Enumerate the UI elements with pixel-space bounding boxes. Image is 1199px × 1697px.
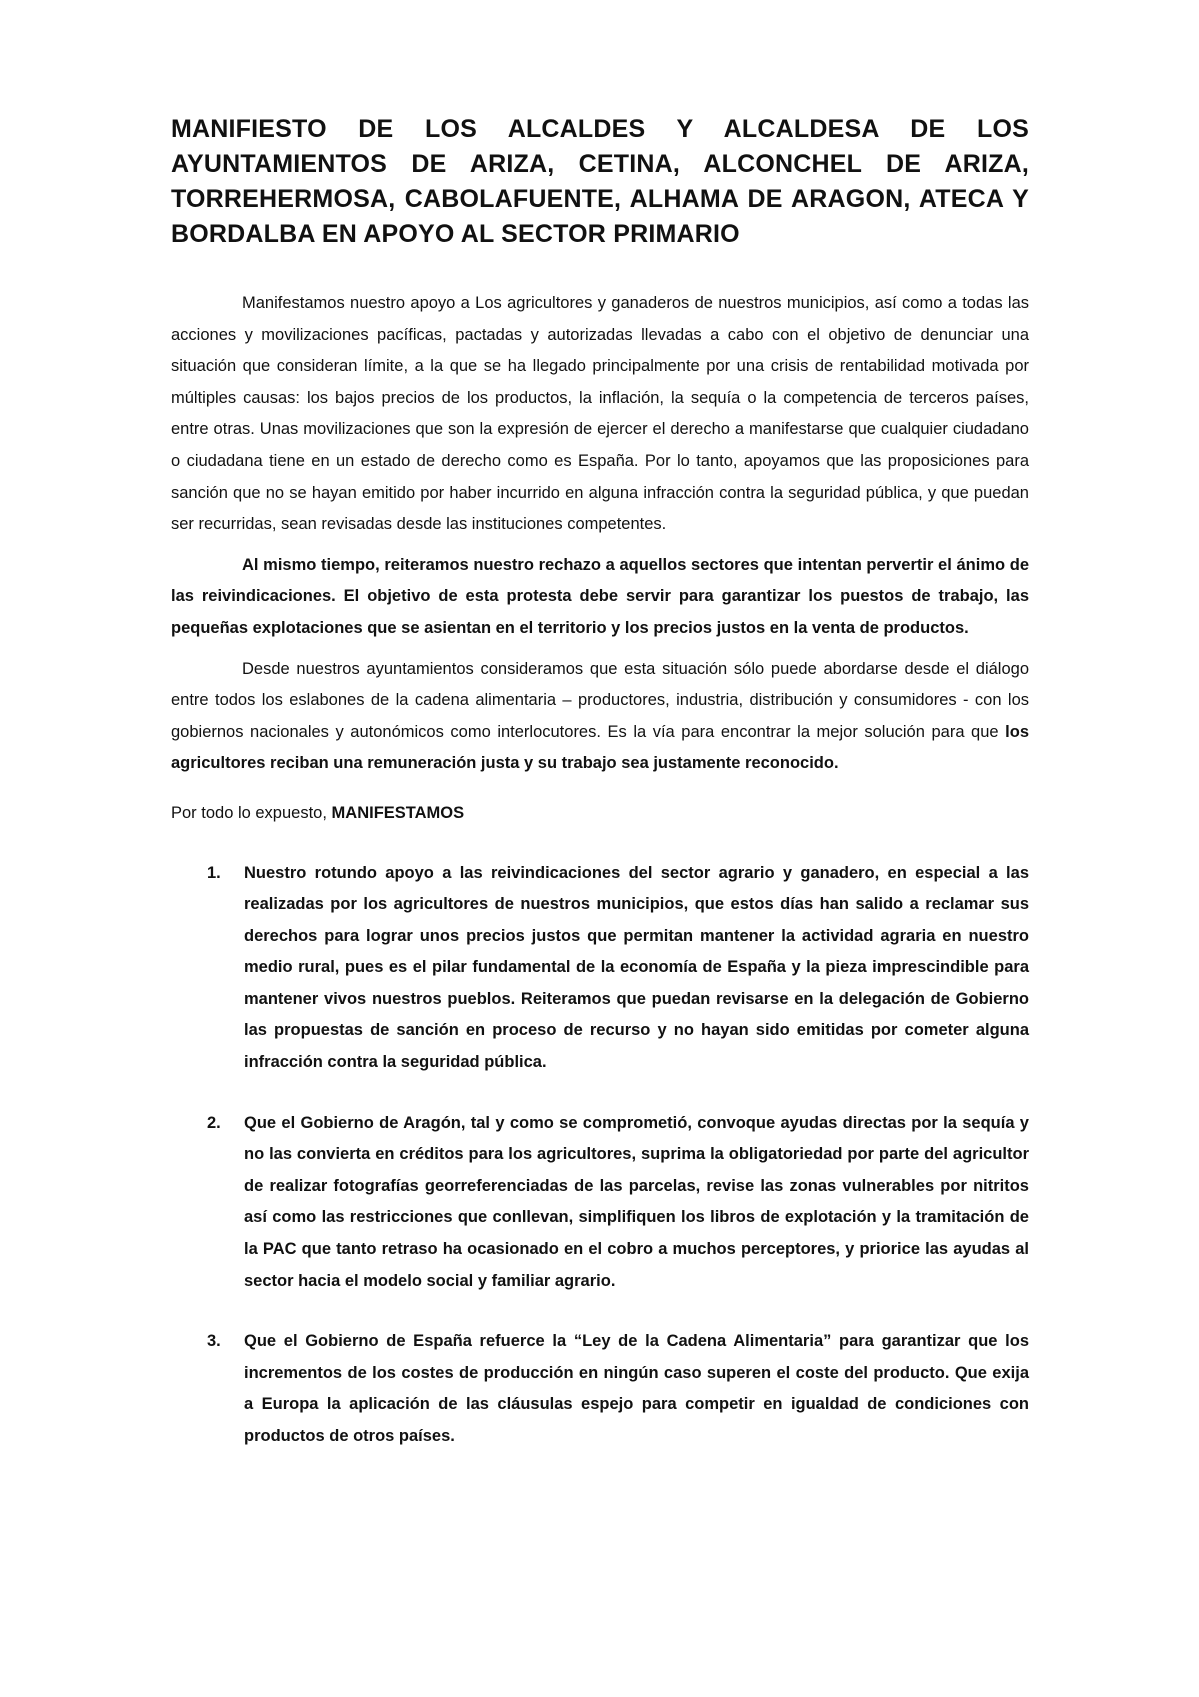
list-item-text: Que el Gobierno de España refuerce la “Ley de la Cadena Alimentaria” para garantizar que los incrementos de los costes de producción en ningún caso superen el coste del producto. Que exija a Europa la aplicación de las cláusulas espejo para competir en igualdad de condiciones con productos de otros países. (244, 1332, 1029, 1445)
list-item-number: 1. (207, 863, 221, 882)
manifest-list (171, 858, 1029, 1453)
document-page (171, 112, 1029, 1453)
list-item-number: 2. (207, 1113, 221, 1132)
paragraph-rejection: Al mismo tiempo, reiteramos nuestro rechazo a aquellos sectores que intentan pervertir el ánimo de las reivindicaciones. El objetivo de esta protesta debe servir para garantizar los puestos de trabajo, las pequeñas explotaciones que se asientan en el territorio y los precios justos en la venta de productos. (171, 555, 1029, 637)
paragraph-dialogue (171, 654, 1029, 780)
list-item (171, 1326, 1029, 1452)
paragraph-conclusion (171, 798, 1029, 830)
list-item (171, 1108, 1029, 1298)
list-item-text: Que el Gobierno de Aragón, tal y como se comprometió, convoque ayudas directas por la sequía y no las convierta en créditos para los agricultores, suprima la obligatoriedad por parte del agricultor de realizar fotografías georreferenciadas de las parcelas, revise las zonas vulnerables por nitritos así como las restricciones que conllevan, simplifiquen los libros de explotación y la tramitación de la PAC que tanto retraso ha ocasionado en el cobro a muchos perceptores, y priorice las ayudas al sector hacia el modelo social y familiar agrario. (244, 1113, 1029, 1290)
list-item-number: 3. (207, 1332, 221, 1351)
paragraph-conclusion-emphasis: MANIFESTAMOS (331, 803, 465, 822)
paragraph-conclusion-text: Por todo lo expuesto, (171, 803, 332, 822)
paragraph-dialogue-text: Desde nuestros ayuntamientos consideramos que esta situación sólo puede abordarse desde el diálogo entre todos los eslabones de la cadena alimentaria – productores, industria, distribución y consumidores - con los gobiernos nacionales y autonómicos como interlocutores. Es la vía para encontrar la mejor solución para que (171, 659, 1029, 741)
paragraph-dialogue-emphasis: los agricultores reciban una remuneración justa y su trabajo sea justamente reconocido. (171, 722, 1029, 773)
list-item-text: Nuestro rotundo apoyo a las reivindicaciones del sector agrario y ganadero, en especial a las realizadas por los agricultores de nuestros municipios, que estos días han salido a reclamar sus derechos para lograr unos precios justos que permitan mantener la actividad agraria en nuestro medio rural, pues es el pilar fundamental de la economía de España y la pieza imprescindible para mantener vivos nuestros pueblos. Reiteramos que puedan revisarse en la delegación de Gobierno las propuestas de sanción en proceso de recurso y no hayan sido emitidas por cometer alguna infracción contra la seguridad pública. (244, 863, 1029, 1072)
list-item (171, 858, 1029, 1079)
paragraph-support: Manifestamos nuestro apoyo a Los agricultores y ganaderos de nuestros municipios, así como a todas las acciones y movilizaciones pacíficas, pactadas y autorizadas llevadas a cabo con el objetivo de denunciar una situación que consideran límite, a la que se ha llegado principalmente por una crisis de rentabilidad motivada por múltiples causas: los bajos precios de los productos, la inflación, la sequía o la competencia de terceros países, entre otras. Unas movilizaciones que son la expresión de ejercer el derecho a manifestarse que cualquier ciudadano o ciudadana tiene en un estado de derecho como es España. Por lo tanto, apoyamos que las proposiciones para sanción que no se hayan emitido por haber incurrido en alguna infracción contra la seguridad pública, y que puedan ser recurridas, sean revisadas desde las instituciones competentes. (171, 294, 1029, 534)
document-title: MANIFIESTO DE LOS ALCALDES Y ALCALDESA DE LOS AYUNTAMIENTOS DE ARIZA, CETINA, ALCONCHEL DE ARIZA, TORREHERMOSA, CABOLAFUENTE, ALHAMA DE ARAGON, ATECA Y BORDALBA EN APOYO AL SECTOR PRIMARIO (171, 115, 1029, 248)
